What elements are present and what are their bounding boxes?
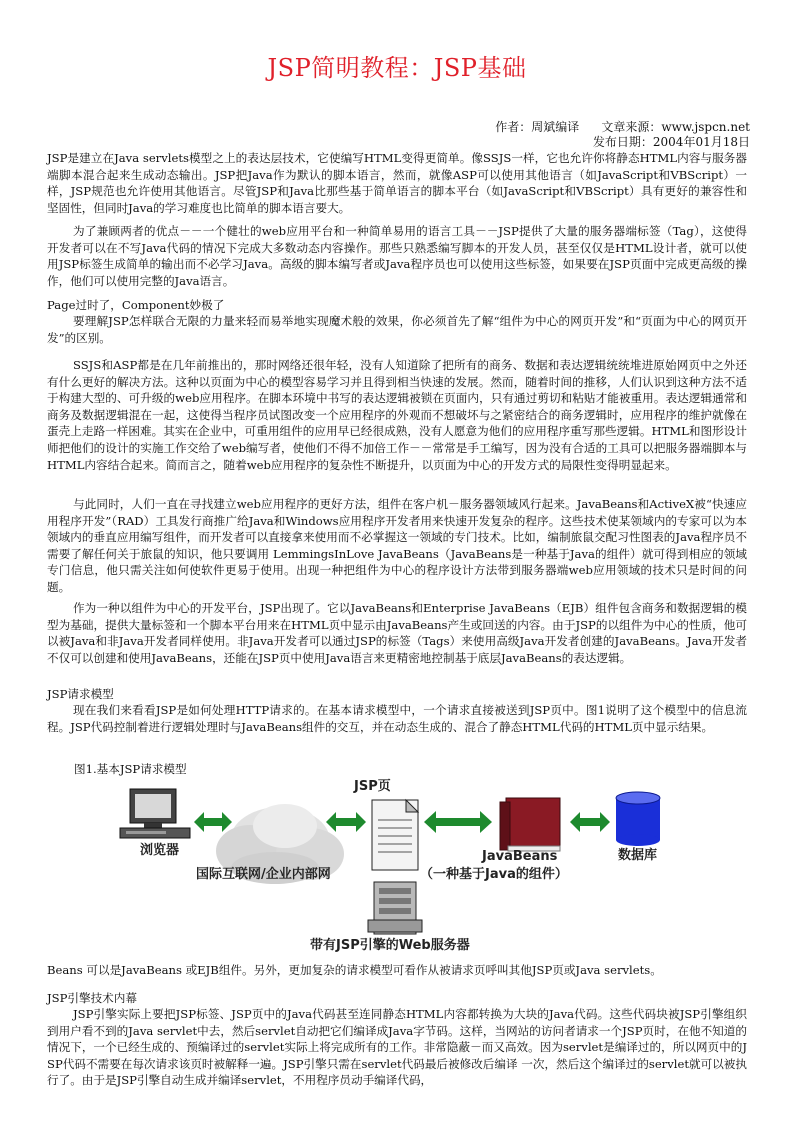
byline [60, 120, 750, 135]
publish-date: 发布日期：2004年01月18日 [592, 135, 750, 149]
javabeans-label: JavaBeans [482, 849, 558, 864]
paragraph-request-model: 现在我们来看看JSP是如何处理HTTP请求的。在基本请求模型中，一个请求直接被送到JSP页中。图1说明了这个模型中的信息流程。JSP代码控制着进行逻辑处理时与JavaBeans组件的交互，并在动态生成的、混合了静态HTML代码的HTML页中显示结果。 [47, 703, 747, 734]
browser-label: 浏览器 [140, 843, 180, 858]
paragraph-ssjs-asp: SSJS和ASP都是在几年前推出的，那时网络还很年轻，没有人知道除了把所有的商务、数据和表达逻辑统统堆进原始网页中之外还有什么更好的解决方法。这种以页面为中心的模型容易学习并且得到相当快速的发展。然而，随着时间的推移，人们认识到这种方法不适于构建大型的、可升级的web应用程序。在脚本环境中书写的表达逻辑被锁在页面内，只有通过剪切和粘贴才能被重用。表达逻辑通常和商务及数据逻辑混在一起，这使得当程序员试图改变一个应用程序的外观而不想破坏与之紧密结合的商务逻辑时，应用程序的维护就像在蛋壳上走路一样困难。其实在企业中，可重用组件的应用早已经很成熟，没有人愿意为他们的应用程序重写那些逻辑。HTML和图形设计师把他们的设计的实施工作交给了web编写者，使他们不得不加倍工作－－常常是手工编写，因为没有合适的工具可以把服务器端脚本与HTML内容结合起来。简而言之，随着web应用程序的复杂性不断提升，以页面为中心的开发方式的局限性变得明显起来。 [47, 358, 747, 472]
javabeans-desc-label: （一种基于Java的组件） [420, 867, 568, 882]
double-arrow-icon [194, 812, 232, 832]
network-label: 国际互联网/企业内部网 [196, 867, 331, 882]
article-source: 文章来源：www.jspcn.net [601, 120, 750, 134]
paragraph-beans: Beans 可以是JavaBeans 或EJB组件。另外，更加复杂的请求模型可看作从被请求页呼叫其他JSP页或Java servlets。 [47, 963, 662, 977]
jsp-request-model-diagram [110, 776, 670, 956]
jsp-page-label: JSP页 [354, 779, 391, 794]
double-arrow-icon [424, 811, 492, 833]
web-server-icon [368, 882, 422, 934]
figure-caption: 图1.基本JSP请求模型 [74, 762, 187, 776]
database-label: 数据库 [618, 848, 658, 863]
paragraph-components: 与此同时，人们一直在寻找建立web应用程序的更好方法，组件在客户机－服务器领域风行起来。JavaBeans和ActiveX被“快速应用程序开发”（RAD）工具发行商推广给Java和Windows应用程序开发者用来快速开发复杂的程序。这些技术使某领域内的专家可以为本领域内的垂直应用编写组件，而开发者可以直接拿来使用而不必掌握这一领域的专门技术。比如，编制旅鼠交配习性图表的Java程序员不需要了解任何关于旅鼠的知识，他只要调用 LemmingsInLove JavaBeans（JavaBeans是一种基于Java的组件）就可得到相应的领域专门信息，他只需关注如何使软件更易于使用。出现一种把组件为中心的程序设计方法带到服务器端web应用领域的技术只是时间的问题。 [47, 497, 747, 594]
paragraph-intro: JSP是建立在Java servlets模型之上的表达层技术，它使编写HTML变得更简单。像SSJS一样，它也允许你将静态HTML内容与服务器端脚本混合起来生成动态输出。JSP把Java作为默认的脚本语言，然而，就像ASP可以使用其他语言（如JavaScript和VBScript）一样，JSP规范也允许使用其他语言。尽管JSP和Java比那些基于简单语言的脚本平台（如JavaScript和VBScript）具有更好的兼容性和坚固性，但同时Java的学习难度也比简单的脚本语言要大。 [47, 151, 747, 215]
browser-computer-icon [120, 789, 190, 838]
javabeans-book-icon [500, 798, 560, 851]
paragraph-engine: JSP引擎实际上要把JSP标签、JSP页中的Java代码甚至连同静态HTML内容都转换为大块的Java代码。这些代码块被JSP引擎组织到用户看不到的Java servlet中去，然后servlet自动把它们编译成Java字节码。这样，当网站的访问者请求一个JSP页时，在他不知道的情况下，一个已经生成的、预编译过的servlet实际上将完成所有的工作。非常隐蔽－而又高效。因为servlet是编译过的，所以网页中的JSP代码不需要在每次请求该页时被解释一遍。JSP引擎只需在servlet代码最后被修改后编译 一次，然后这个编译过的servlet就可以被执行了。由于是JSP引擎自动生成并编译servlet，不用程序员动手编译代码， [47, 1007, 747, 1088]
database-icon [616, 792, 660, 846]
double-arrow-icon [570, 812, 610, 832]
heading-page-component: Page过时了，Component妙极了 [47, 298, 225, 312]
document-icon [372, 800, 418, 870]
page-title: JSP简明教程：JSP基础 [267, 54, 527, 82]
web-server-label: 带有JSP引擎的Web服务器 [310, 938, 470, 953]
double-arrow-icon [326, 812, 366, 832]
heading-request-model: JSP请求模型 [47, 687, 114, 701]
heading-engine: JSP引擎技术内幕 [47, 991, 137, 1005]
paragraph-jsp-platform: 作为一种以组件为中心的开发平台，JSP出现了。它以JavaBeans和Enterprise JavaBeans（EJB）组件包含商务和数据逻辑的模型为基础，提供大量标签和一个脚本平台用来在HTML页中显示由JavaBeans产生或回送的内容。由于JSP的以组件为中心的性质，他可以被Java和非Java开发者同样使用。非Java开发者可以通过JSP的标签（Tags）来使用高级Java开发者创建的JavaBeans。Java开发者不仅可以创建和使用JavaBeans，还能在JSP页中使用Java语言来更精密地控制基于底层JavaBeans的表达逻辑。 [47, 601, 747, 665]
paragraph-component-vs-page: 要理解JSP怎样联合无限的力量来轻而易举地实现魔术般的效果，你必须首先了解“组件为中心的网页开发”和“页面为中心的网页开发”的区别。 [47, 314, 747, 345]
paragraph-tags: 为了兼顾两者的优点－－一个健壮的web应用平台和一种简单易用的语言工具－－JSP提供了大量的服务器端标签（Tag），这使得开发者可以在不写Java代码的情况下完成大多数动态内容操作。那些只熟悉编写脚本的开发人员，甚至仅仅是HTML设计者，就可以使用JSP标签生成简单的输出而不必学习Java。高级的脚本编写者或Java程序员也可以使用这些标签，如果要在JSP页面中完成更高级的操作，他们可以使用完整的Java语言。 [47, 224, 747, 288]
author: 作者：周斌编译 [495, 120, 580, 134]
